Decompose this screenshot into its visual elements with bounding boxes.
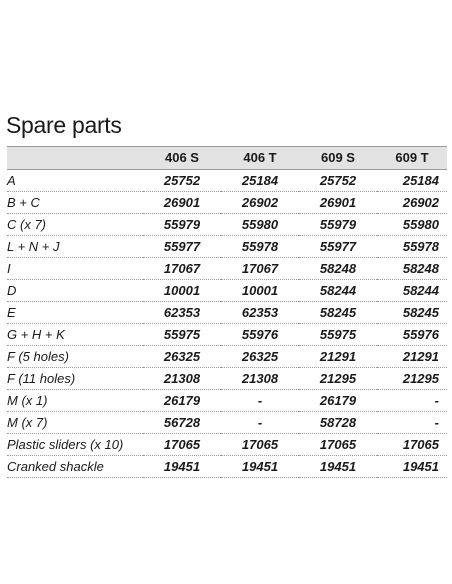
part-number-cell: 17067	[143, 258, 221, 280]
part-label: M (x 1)	[7, 390, 143, 412]
part-number-cell: 55976	[377, 324, 447, 346]
part-number-cell: 58244	[299, 280, 377, 302]
part-number-cell: 25184	[377, 170, 447, 192]
part-number-cell: 58248	[299, 258, 377, 280]
part-number-cell: 17065	[377, 434, 447, 456]
part-number-cell: 19451	[221, 456, 299, 478]
part-number-cell: 56728	[143, 412, 221, 434]
part-number-cell: 55979	[143, 214, 221, 236]
column-header: 609 T	[377, 147, 447, 170]
part-number-cell: 62353	[221, 302, 299, 324]
part-number-cell: 17065	[143, 434, 221, 456]
table-row	[7, 412, 447, 434]
part-number-cell: 26179	[143, 390, 221, 412]
column-header: 406 T	[221, 147, 299, 170]
part-number-cell: 17065	[221, 434, 299, 456]
part-number-cell: 58245	[377, 302, 447, 324]
part-number-cell: 58245	[299, 302, 377, 324]
part-number-cell: 10001	[221, 280, 299, 302]
part-label: E	[7, 302, 143, 324]
table-row	[7, 192, 447, 214]
part-number-cell: -	[221, 390, 299, 412]
part-label: F (5 holes)	[7, 346, 143, 368]
part-number-cell: 55978	[221, 236, 299, 258]
table-row	[7, 456, 447, 478]
part-number-cell: -	[221, 412, 299, 434]
part-label: I	[7, 258, 143, 280]
part-number-cell: 21291	[377, 346, 447, 368]
part-number-cell: 55977	[143, 236, 221, 258]
part-number-cell: 25752	[299, 170, 377, 192]
part-number-cell: 21295	[377, 368, 447, 390]
part-label: Plastic sliders (x 10)	[7, 434, 143, 456]
column-header: 609 S	[299, 147, 377, 170]
table-body	[7, 170, 447, 478]
table-row	[7, 302, 447, 324]
part-label: A	[7, 170, 143, 192]
part-number-cell: 21308	[143, 368, 221, 390]
part-label: D	[7, 280, 143, 302]
part-label: F (11 holes)	[7, 368, 143, 390]
table-row	[7, 390, 447, 412]
part-number-cell: 55977	[299, 236, 377, 258]
table-row	[7, 280, 447, 302]
part-number-cell: 62353	[143, 302, 221, 324]
part-number-cell: 55978	[377, 236, 447, 258]
part-number-cell: 17067	[221, 258, 299, 280]
part-number-cell: 19451	[143, 456, 221, 478]
table-row	[7, 434, 447, 456]
part-number-cell: 55980	[377, 214, 447, 236]
table-header-row	[7, 147, 447, 170]
part-number-cell: 21308	[221, 368, 299, 390]
part-label: C (x 7)	[7, 214, 143, 236]
part-number-cell: 10001	[143, 280, 221, 302]
part-label: G + H + K	[7, 324, 143, 346]
part-number-cell: 55980	[221, 214, 299, 236]
part-number-cell: 58248	[377, 258, 447, 280]
part-number-cell: 26901	[299, 192, 377, 214]
part-number-cell: 19451	[299, 456, 377, 478]
part-number-cell: 21291	[299, 346, 377, 368]
part-label: M (x 7)	[7, 412, 143, 434]
part-number-cell: 55979	[299, 214, 377, 236]
table-row	[7, 258, 447, 280]
table-row	[7, 324, 447, 346]
part-number-cell: 55975	[299, 324, 377, 346]
part-number-cell: 26325	[221, 346, 299, 368]
table-row	[7, 214, 447, 236]
column-header	[7, 147, 143, 170]
part-number-cell: 26325	[143, 346, 221, 368]
part-number-cell: 21295	[299, 368, 377, 390]
table-row	[7, 368, 447, 390]
part-number-cell: 17065	[299, 434, 377, 456]
part-number-cell: 26902	[221, 192, 299, 214]
part-number-cell: 26179	[299, 390, 377, 412]
part-number-cell: 58244	[377, 280, 447, 302]
part-number-cell: 19451	[377, 456, 447, 478]
table-row	[7, 236, 447, 258]
part-number-cell: 25752	[143, 170, 221, 192]
part-label: Cranked shackle	[7, 456, 143, 478]
column-header: 406 S	[143, 147, 221, 170]
part-number-cell: 25184	[221, 170, 299, 192]
table-row	[7, 170, 447, 192]
page-title: Spare parts	[6, 112, 122, 138]
part-number-cell: 26901	[143, 192, 221, 214]
part-label: L + N + J	[7, 236, 143, 258]
part-number-cell: -	[377, 412, 447, 434]
table-row	[7, 346, 447, 368]
part-number-cell: 58728	[299, 412, 377, 434]
part-number-cell: 26902	[377, 192, 447, 214]
spare-parts-table	[7, 146, 447, 478]
part-label: B + C	[7, 192, 143, 214]
part-number-cell: 55975	[143, 324, 221, 346]
part-number-cell: -	[377, 390, 447, 412]
part-number-cell: 55976	[221, 324, 299, 346]
